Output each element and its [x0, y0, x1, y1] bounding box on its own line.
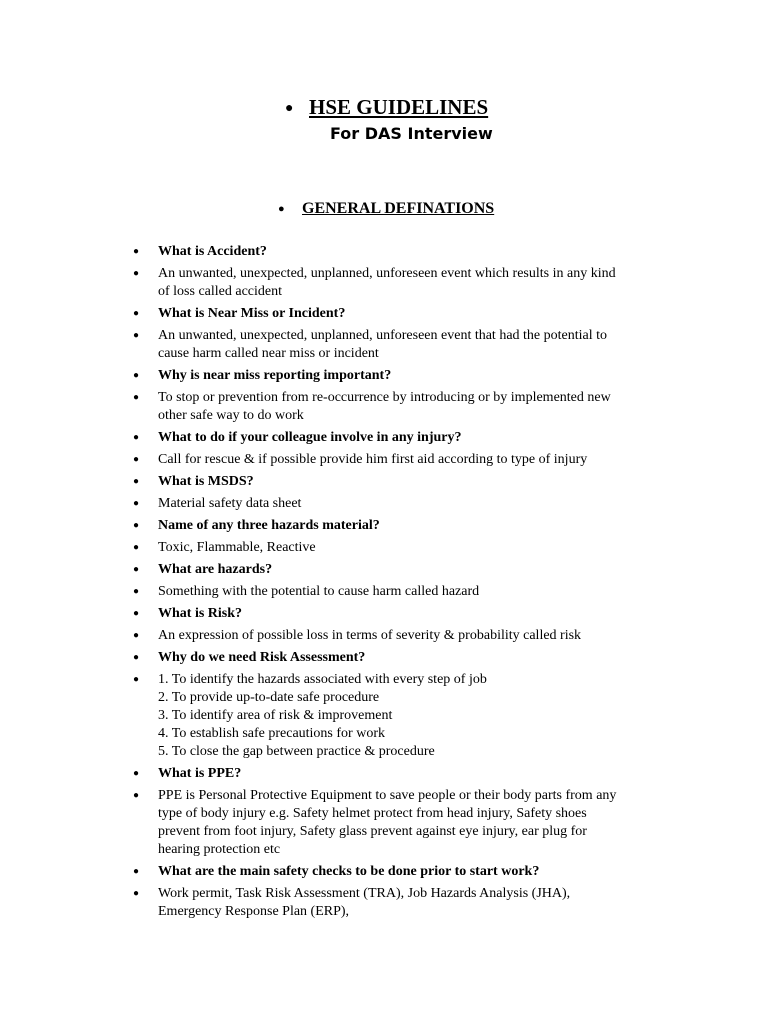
question-text: What is MSDS? — [158, 474, 254, 489]
question-text: What are the main safety checks to be done prior to start work? — [158, 864, 540, 879]
question-text: What to do if your colleague involve in any injury? — [158, 430, 462, 445]
question-item — [130, 429, 660, 447]
question-text: What is Risk? — [158, 606, 243, 621]
bullet-icon: ● — [133, 330, 140, 341]
answer-text: An unwanted, unexpected, unplanned, unforeseen event that had the potential to — [158, 328, 608, 343]
answer-text: 2. To provide up-to-date safe procedure — [158, 690, 380, 705]
answer-text: hearing protection etc — [158, 842, 281, 857]
answer-item — [130, 885, 660, 921]
question-item — [130, 473, 660, 491]
answer-text: other safe way to do work — [158, 408, 304, 423]
bullet-icon: ● — [133, 308, 140, 319]
answer-text: 1. To identify the hazards associated with every step of job — [158, 672, 487, 687]
question-text: What is Accident? — [158, 244, 267, 259]
bullet-icon: ● — [133, 432, 140, 443]
answer-item — [130, 671, 660, 761]
document-subtitle: For DAS Interview — [330, 124, 493, 143]
question-item — [130, 863, 660, 881]
bullet-icon: ● — [133, 520, 140, 531]
answer-text: Work permit, Task Risk Assessment (TRA), Job Hazards Analysis (JHA), — [158, 886, 571, 901]
bullet-icon: ● — [133, 768, 140, 779]
answer-item — [130, 265, 660, 301]
bullet-icon: ● — [133, 564, 140, 575]
answer-text: To stop or prevention from re-occurrence by introducing or by implemented new — [158, 390, 611, 405]
question-item — [130, 765, 660, 783]
bullet-icon: ● — [133, 392, 140, 403]
answer-text: An unwanted, unexpected, unplanned, unforeseen event which results in any kind — [158, 266, 616, 281]
bullet-icon: ● — [285, 101, 294, 117]
answer-text: Something with the potential to cause harm called hazard — [158, 584, 480, 599]
answer-text: type of body injury e.g. Safety helmet protect from head injury, Safety shoes — [158, 806, 587, 821]
bullet-icon: ● — [133, 630, 140, 641]
bullet-icon: ● — [133, 476, 140, 487]
bullet-icon: ● — [133, 652, 140, 663]
answer-text: 3. To identify area of risk & improvement — [158, 708, 393, 723]
question-item — [130, 367, 660, 385]
bullet-icon: ● — [133, 370, 140, 381]
bullet-icon: ● — [133, 268, 140, 279]
bullet-icon: ● — [133, 586, 140, 597]
answer-item — [130, 389, 660, 425]
question-item — [130, 605, 660, 623]
question-text: What are hazards? — [158, 562, 273, 577]
answer-text: An expression of possible loss in terms of severity & probability called risk — [158, 628, 582, 643]
question-text: Why is near miss reporting important? — [158, 368, 392, 383]
question-item — [130, 305, 660, 323]
bullet-icon: ● — [278, 203, 285, 216]
question-text: What is Near Miss or Incident? — [158, 306, 346, 321]
question-item — [130, 517, 660, 535]
answer-item — [130, 539, 660, 557]
question-text: Why do we need Risk Assessment? — [158, 650, 366, 665]
title-text: HSE GUIDELINES — [309, 95, 489, 119]
question-item — [130, 243, 660, 261]
answer-item — [130, 327, 660, 363]
answer-text: cause harm called near miss or incident — [158, 346, 379, 361]
answer-text: Material safety data sheet — [158, 496, 302, 511]
answer-text: 4. To establish safe precautions for work — [158, 726, 385, 741]
question-text: What is PPE? — [158, 766, 242, 781]
bullet-icon: ● — [133, 790, 140, 801]
answer-item — [130, 495, 660, 513]
question-item — [130, 649, 660, 667]
question-text: Name of any three hazards material? — [158, 518, 380, 533]
answer-text: of loss called accident — [158, 284, 283, 299]
section-heading — [278, 200, 494, 218]
bullet-icon: ● — [133, 608, 140, 619]
answer-item — [130, 583, 660, 601]
answer-text: Toxic, Flammable, Reactive — [158, 540, 316, 555]
question-item — [130, 561, 660, 579]
section-heading-text: GENERAL DEFINATIONS — [302, 200, 495, 217]
bullet-icon: ● — [133, 674, 140, 685]
bullet-icon: ● — [133, 246, 140, 257]
qa-list — [130, 243, 660, 925]
bullet-icon: ● — [133, 454, 140, 465]
bullet-icon: ● — [133, 542, 140, 553]
answer-item — [130, 787, 660, 859]
answer-text: Call for rescue & if possible provide him first aid according to type of injury — [158, 452, 588, 467]
answer-text: PPE is Personal Protective Equipment to save people or their body parts from any — [158, 788, 617, 803]
bullet-icon: ● — [133, 866, 140, 877]
answer-text: 5. To close the gap between practice & procedure — [158, 744, 435, 759]
document-title — [285, 95, 488, 120]
bullet-icon: ● — [133, 498, 140, 509]
answer-item — [130, 627, 660, 645]
answer-text: Emergency Response Plan (ERP), — [158, 904, 350, 919]
bullet-icon: ● — [133, 888, 140, 899]
answer-text: prevent from foot injury, Safety glass prevent against eye injury, ear plug for — [158, 824, 587, 839]
answer-item — [130, 451, 660, 469]
